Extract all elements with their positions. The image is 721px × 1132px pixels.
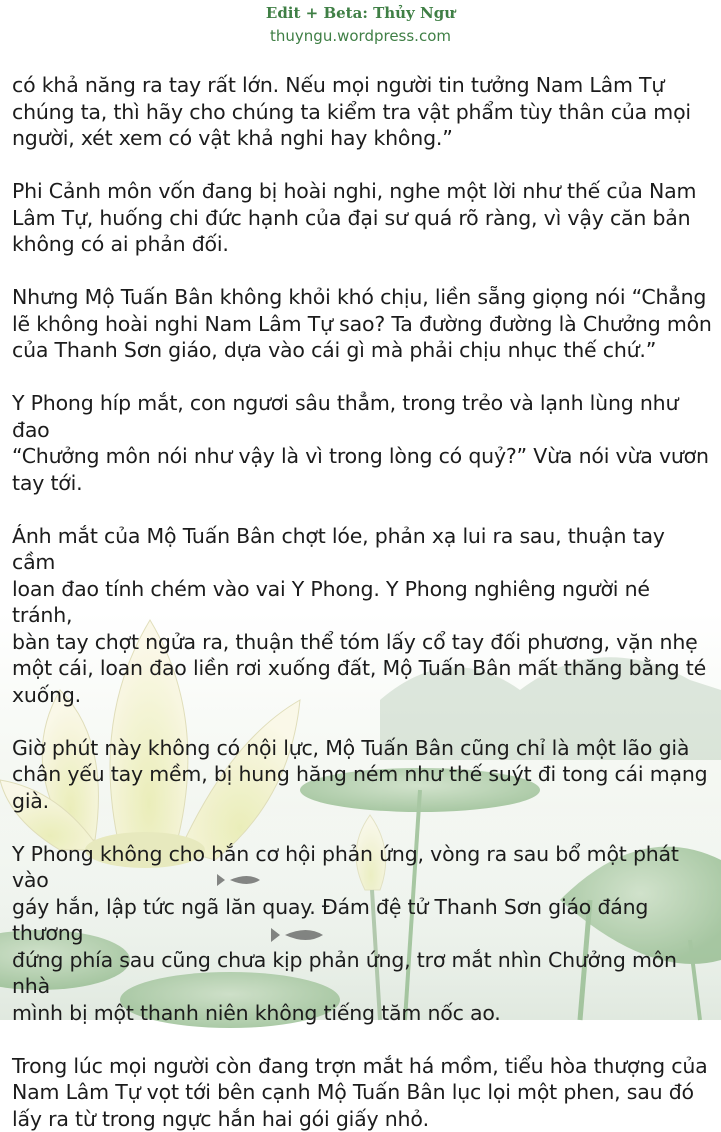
paragraph: có khả năng ra tay rất lớn. Nếu mọi người tin tưởng Nam Lâm Tự chúng ta, thì hãy cho chúng ta kiểm tra vật phẩm tùy thân của mọi người, xét xem có vật khả nghi hay không.” — [12, 72, 712, 152]
paragraph: Phi Cảnh môn vốn đang bị hoài nghi, nghe một lời như thế của Nam Lâm Tự, huống chi đức hạnh của đại sư quá rõ ràng, vì vậy căn bản không có ai phản đối. — [12, 178, 712, 258]
source-url: thuyngu.wordpress.com — [0, 26, 721, 46]
paragraph: Y Phong híp mắt, con ngươi sâu thẳm, trong trẻo và lạnh lùng như đao “Chưởng môn nói như vậy là vì trong lòng có quỷ?” Vừa nói vừa vươn tay tới. — [12, 390, 712, 496]
paragraph: Y Phong không cho hắn cơ hội phản ứng, vòng ra sau bổ một phát vào gáy hắn, lập tức ngã lăn quay. Đám đệ tử Thanh Sơn giáo đáng thương đứng phía sau cũng chưa kịp phản ứng, trơ mắt nhìn Chưởng môn nhà mình bị một thanh niên không tiếng tăm nốc ao. — [12, 841, 712, 1027]
paragraph: Giờ phút này không có nội lực, Mộ Tuấn Bân cũng chỉ là một lão già chân yếu tay mềm, bị hung hăng ném như thế suýt đi tong cái mạng già. — [12, 735, 712, 815]
editor-credit: Edit + Beta: Thủy Ngư — [0, 4, 721, 22]
story-text — [12, 72, 712, 1132]
paragraph: Trong lúc mọi người còn đang trợn mắt há mồm, tiểu hòa thượng của Nam Lâm Tự vọt tới bên cạnh Mộ Tuấn Bân lục lọi một phen, sau đó lấy ra từ trong ngực hắn hai gói giấy nhỏ. — [12, 1053, 712, 1132]
paragraph: Nhưng Mộ Tuấn Bân không khỏi khó chịu, liền sẵng giọng nói “Chẳng lẽ không hoài nghi Nam Lâm Tự sao? Ta đường đường là Chưởng môn của Thanh Sơn giáo, dựa vào cái gì mà phải chịu nhục thế chứ.” — [12, 284, 712, 364]
watermark-header — [0, 4, 721, 46]
paragraph: Ánh mắt của Mộ Tuấn Bân chợt lóe, phản xạ lui ra sau, thuận tay cầm loan đao tính chém vào vai Y Phong. Y Phong nghiêng người né tránh, bàn tay chợt ngửa ra, thuận thể tóm lấy cổ tay đối phương, vặn nhẹ một cái, loan đao liền rơi xuống đất, Mộ Tuấn Bân mất thăng bằng té xuống. — [12, 523, 712, 709]
